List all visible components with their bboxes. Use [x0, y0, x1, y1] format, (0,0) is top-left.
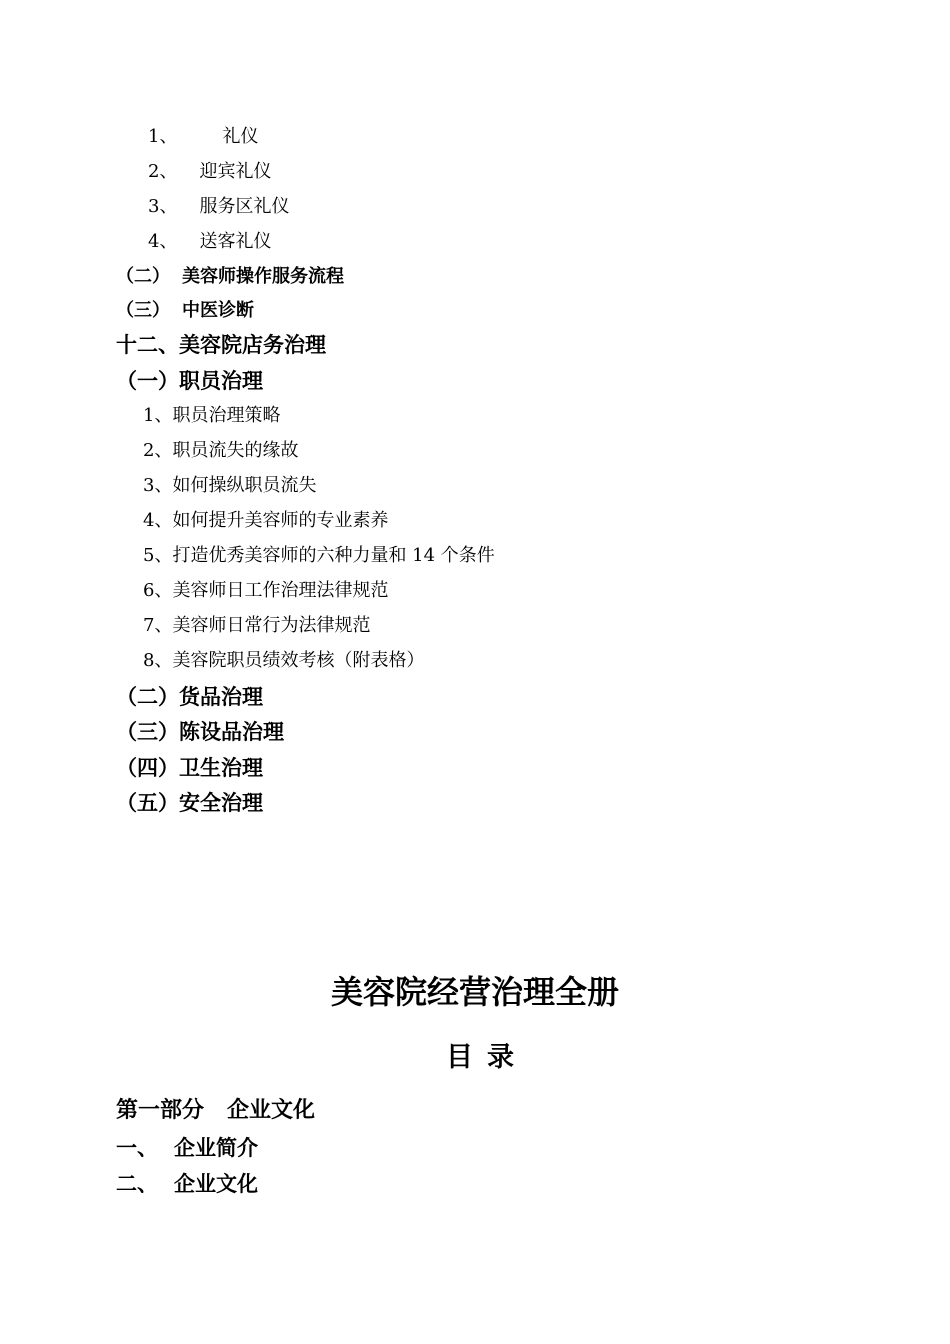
list-item: 8、美容院职员绩效考核（附表格） — [143, 650, 425, 671]
list-number: 3、 — [148, 196, 178, 217]
subsection-heading: （五）安全治理 — [116, 791, 263, 815]
list-number: 4、 — [148, 231, 178, 252]
list-item: 3、如何操纵职员流失 — [143, 475, 317, 496]
list-text: 礼仪 — [222, 126, 259, 147]
section-text: 中医诊断 — [182, 300, 254, 321]
list-text: 送客礼仪 — [199, 231, 272, 252]
part-heading: 第一部分 企业文化 — [116, 1098, 315, 1123]
section-text: 美容师操作服务流程 — [182, 266, 344, 287]
chapter-heading: 十二、美容院店务治理 — [116, 333, 326, 357]
subsection-heading: （三）陈设品治理 — [116, 720, 284, 744]
section-number: （三） — [116, 300, 170, 321]
subsection-heading: （一）职员治理 — [116, 369, 263, 393]
list-item: 5、打造优秀美容师的六种力量和 14 个条件 — [143, 545, 495, 566]
list-item: 2、职员流失的缘故 — [143, 440, 299, 461]
chapter-number: 一、 — [116, 1136, 158, 1160]
section-number: （二） — [116, 266, 170, 287]
section-heading — [116, 268, 344, 286]
list-number: 1、 — [148, 126, 178, 147]
list-item: 1、职员治理策略 — [143, 405, 281, 426]
subsection-heading: （二）货品治理 — [116, 685, 263, 709]
list-text: 服务区礼仪 — [199, 196, 290, 217]
toc-title: 目录 — [446, 1042, 528, 1073]
document-title: 美容院经营治理全册 — [330, 973, 619, 1011]
chapter-heading — [116, 1174, 258, 1195]
chapter-heading — [116, 1138, 258, 1159]
list-item — [148, 233, 271, 251]
list-number: 2、 — [148, 161, 178, 182]
list-text: 迎宾礼仪 — [199, 161, 272, 182]
list-item: 7、美容师日常行为法律规范 — [143, 615, 371, 636]
list-item — [148, 163, 271, 181]
chapter-number: 二、 — [116, 1172, 158, 1196]
section-heading — [116, 302, 254, 320]
chapter-text: 企业文化 — [174, 1172, 258, 1196]
list-item: 6、美容师日工作治理法律规范 — [143, 580, 389, 601]
chapter-text: 企业简介 — [174, 1136, 258, 1160]
list-item — [148, 198, 289, 216]
subsection-heading: （四）卫生治理 — [116, 756, 263, 780]
list-item: 4、如何提升美容师的专业素养 — [143, 510, 389, 531]
list-item — [148, 128, 258, 146]
